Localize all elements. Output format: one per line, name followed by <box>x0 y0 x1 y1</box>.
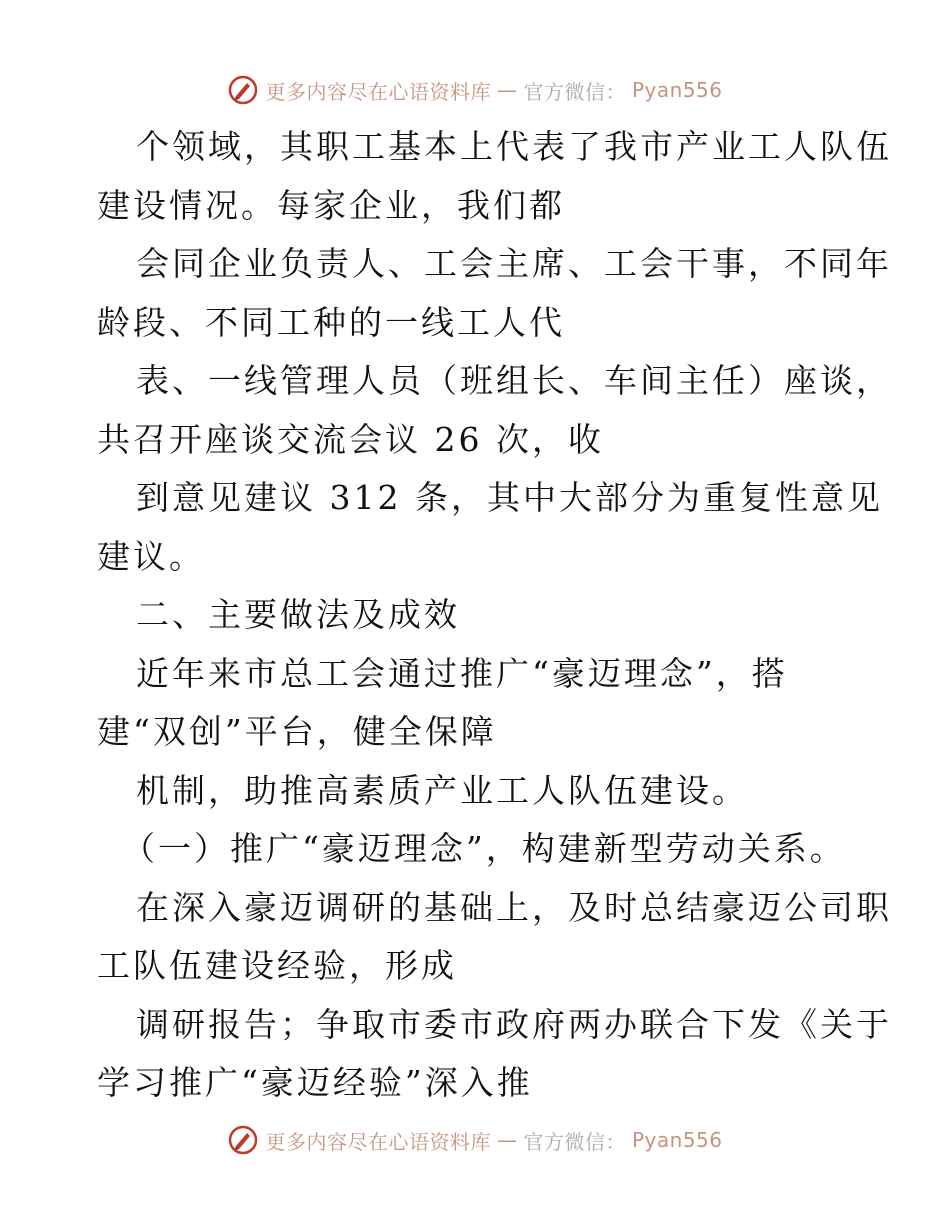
banner-separator: — <box>496 1128 518 1152</box>
pen-logo-icon <box>227 1124 259 1156</box>
body-line: 学习推广“豪迈经验”深入推 <box>97 1063 533 1102</box>
body-line: 建议。 <box>97 536 205 576</box>
body-line: 在深入豪迈调研的基础上，及时总结豪迈公司职 <box>136 887 892 927</box>
subsection-heading: （一）推广“豪迈理念”，构建新型劳动关系。 <box>122 829 846 868</box>
banner-wechat-id: Pyan556 <box>631 1128 723 1152</box>
body-line: 到意见建议 312 条，其中大部分为重复性意见 <box>136 478 883 517</box>
banner-wechat-id: Pyan556 <box>631 78 723 102</box>
body-line: 机制，助推高素质产业工人队伍建设。 <box>136 770 748 810</box>
body-line: 建“双创”平台，健全保障 <box>97 712 497 751</box>
body-line: 建设情况。每家企业，我们都 <box>97 185 565 225</box>
body-line: 共召开座谈交流会议 26 次，收 <box>97 419 604 459</box>
body-line: 调研报告；争取市委市政府两办联合下发《关于 <box>136 1004 892 1044</box>
pen-logo-icon <box>227 74 259 106</box>
banner-wechat-label: 官方微信： <box>523 79 626 104</box>
document-body <box>97 118 892 1113</box>
body-line: 个领域，其职工基本上代表了我市产业工人队伍 <box>136 127 892 166</box>
body-line: 表、一线管理人员（班组长、车间主任）座谈， <box>136 361 892 400</box>
header-banner <box>0 70 950 110</box>
footer-banner <box>0 1120 950 1160</box>
banner-wechat-label: 官方微信： <box>523 1129 626 1154</box>
body-line: 近年来市总工会通过推广“豪迈理念”，搭 <box>136 653 788 693</box>
banner-separator: — <box>496 78 518 102</box>
body-line: 工队伍建设经验，形成 <box>97 946 457 985</box>
banner-text: 更多内容尽在心语资料库 <box>265 79 491 104</box>
body-line: 会同企业负责人、工会主席、工会干事，不同年 <box>136 244 892 283</box>
section-heading: 二、主要做法及成效 <box>136 595 460 634</box>
body-line: 龄段、不同工种的一线工人代 <box>97 302 565 342</box>
banner-text: 更多内容尽在心语资料库 <box>265 1129 491 1154</box>
